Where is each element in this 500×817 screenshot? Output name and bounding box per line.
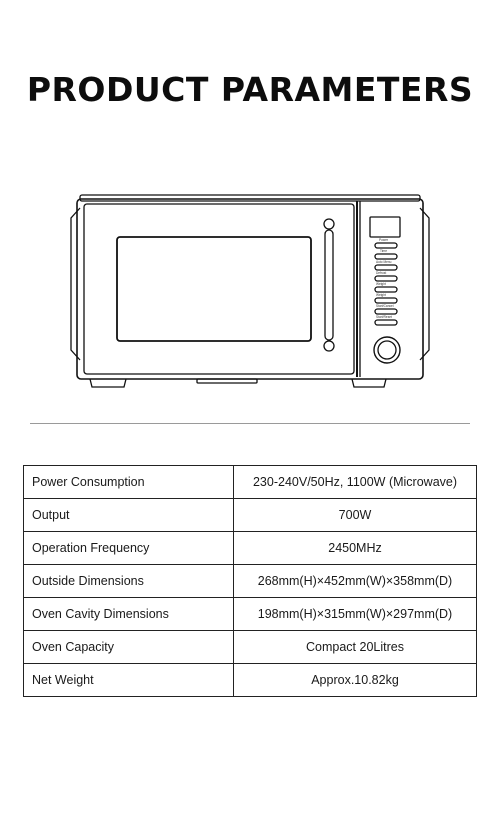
svg-text:Defrost: Defrost: [376, 271, 387, 275]
param-label: Operation Frequency: [24, 532, 234, 565]
param-label: Output: [24, 499, 234, 532]
svg-text:Power: Power: [379, 238, 389, 242]
table-row: [24, 565, 477, 598]
param-value: 230-240V/50Hz, 1100W (Microwave): [234, 466, 477, 499]
left-side-panel: [71, 208, 80, 360]
right-side-panel: [420, 208, 429, 360]
table-row: [24, 499, 477, 532]
svg-text:Weight: Weight: [376, 293, 386, 297]
param-label: Net Weight: [24, 664, 234, 697]
svg-text:Start/Cancel: Start/Cancel: [376, 304, 394, 308]
param-label: Oven Capacity: [24, 631, 234, 664]
microwave-illustration: [62, 190, 438, 400]
param-value: 2450MHz: [234, 532, 477, 565]
right-foot: [352, 379, 386, 387]
display-screen: [370, 217, 400, 237]
parameters-table: [23, 465, 477, 697]
microwave-door: [84, 204, 354, 374]
table-row: [24, 598, 477, 631]
left-foot: [90, 379, 126, 387]
svg-text:Auto Menu: Auto Menu: [376, 260, 392, 264]
param-label: Outside Dimensions: [24, 565, 234, 598]
svg-text:Start/Reset: Start/Reset: [376, 315, 392, 319]
param-value: 268mm(H)×452mm(W)×358mm(D): [234, 565, 477, 598]
door-handle: [325, 230, 333, 340]
svg-text:Weight: Weight: [376, 282, 386, 286]
door-window: [117, 237, 311, 341]
section-divider: [30, 423, 470, 424]
svg-text:Time: Time: [380, 249, 387, 253]
table-row: [24, 664, 477, 697]
table-row: [24, 466, 477, 499]
param-value: Compact 20Litres: [234, 631, 477, 664]
param-value: Approx.10.82kg: [234, 664, 477, 697]
microwave-body: [77, 199, 423, 379]
table-row: [24, 631, 477, 664]
param-label: Power Consumption: [24, 466, 234, 499]
param-value: 198mm(H)×315mm(W)×297mm(D): [234, 598, 477, 631]
table-row: [24, 532, 477, 565]
param-label: Oven Cavity Dimensions: [24, 598, 234, 631]
param-value: 700W: [234, 499, 477, 532]
page-title: PRODUCT PARAMETERS: [26, 70, 474, 109]
